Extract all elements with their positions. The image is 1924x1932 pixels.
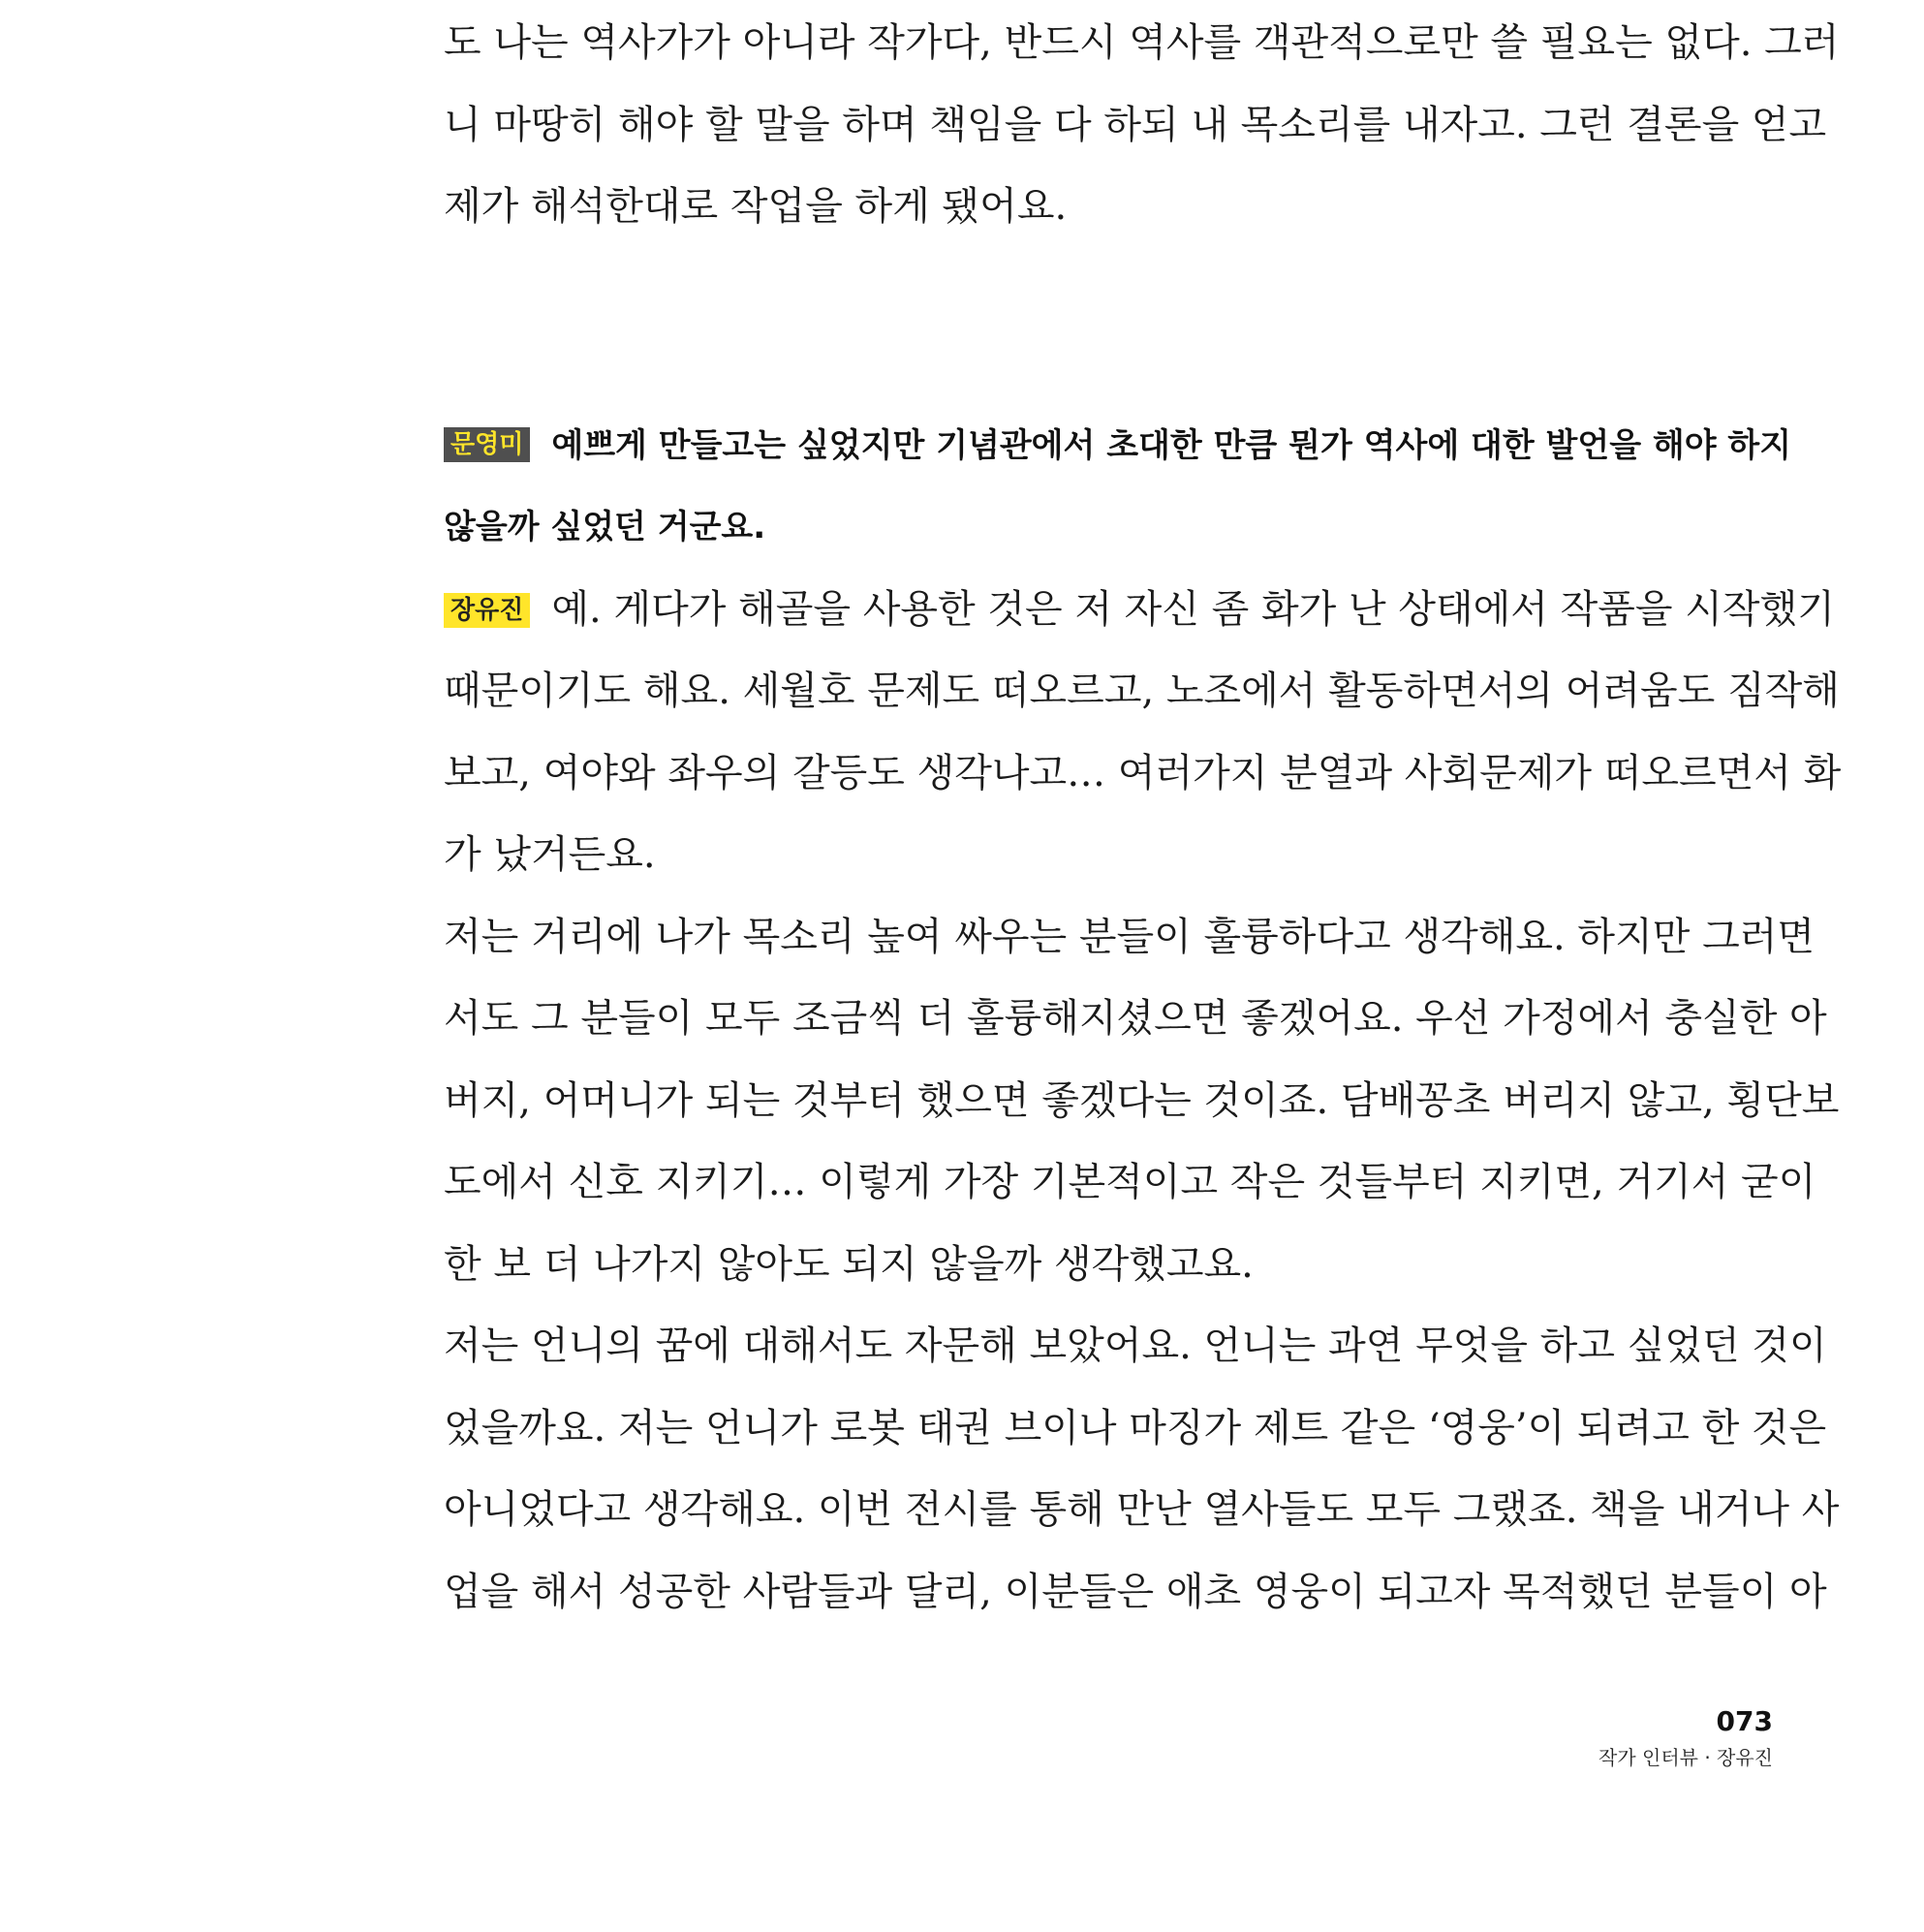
body-line [444,575,1835,657]
body-line: 도 나는 역사가가 아니라 작가다, 반드시 역사를 객관적으로만 쓸 필요는 없다. 그러 [444,20,1840,65]
question-line: 않을까 싶었던 거군요. [444,508,766,546]
body-line: 니 마땅히 해야 할 말을 하며 책임을 다 하되 내 목소리를 내자고. 그런 결론을 얻고 [444,102,1827,147]
running-title: 작가 인터뷰 · 장유진 [1598,1746,1773,1769]
speaker-badge-artist: 장유진 [444,593,530,628]
body-line: 었을까요. 저는 언니가 로봇 태권 브이나 마징가 제트 같은 ‘영웅’이 되려고 한 것은 [444,1405,1827,1450]
body-line: 제가 해석한대로 작업을 하게 됐어요. [444,184,1068,229]
question-text: 예쁘게 만들고는 싶었지만 기념관에서 초대한 만큼 뭔가 역사에 대한 발언을 해야 하지 [551,425,1792,465]
body-line: 저는 거리에 나가 목소리 높여 싸우는 분들이 훌륭하다고 생각해요. 하지만 그러면 [444,914,1815,959]
body-line: 보고, 여야와 좌우의 갈등도 생각나고… 여러가지 분열과 사회문제가 떠오르면서 화 [444,750,1842,795]
answer-paragraph [444,575,1842,902]
body-line: 업을 해서 성공한 사람들과 달리, 이분들은 애초 영웅이 되고자 목적했던 분들이 아 [444,1569,1827,1614]
page-number: 073 [1716,1705,1773,1737]
body-line: 저는 언니의 꿈에 대해서도 자문해 보았어요. 언니는 과연 무엇을 하고 싶었던 것이 [444,1324,1827,1368]
speaker-badge-interviewer: 문영미 [444,427,530,462]
artist-answer [444,575,1842,1639]
body-line: 도에서 신호 지키기… 이렇게 가장 기본적이고 작은 것들부터 지키면, 거기서 굳이 [444,1160,1816,1204]
answer-paragraph [444,1311,1840,1638]
interviewer-question [444,411,1792,575]
body-line: 아니었다고 생각해요. 이번 전시를 통해 만난 열사들도 모두 그랬죠. 책을 내거나 사 [444,1487,1840,1532]
body-line: 때문이기도 해요. 세월호 문제도 떠오르고, 노조에서 활동하면서의 어려움도 짐작해 [444,669,1840,713]
answer-text: 예. 게다가 해골을 사용한 것은 저 자신 좀 화가 난 상태에서 작품을 시작했기 [551,586,1835,632]
page-footer [1598,1705,1773,1771]
body-line: 가 났거든요. [444,832,656,877]
question-line [444,411,1792,493]
body-line: 한 보 더 나가지 않아도 되지 않을까 생각했고요. [444,1241,1254,1287]
body-line: 버지, 어머니가 되는 것부터 했으면 좋겠다는 것이죠. 담배꽁초 버리지 않고, 횡단보 [444,1077,1840,1123]
body-line: 서도 그 분들이 모두 조금씩 더 훌륭해지셨으면 좋겠어요. 우선 가정에서 충실한 아 [444,996,1827,1041]
answer-paragraph [444,902,1840,1312]
paragraph-continuation [444,8,1840,254]
section-gap [444,254,1773,411]
article-body [444,8,1842,1638]
